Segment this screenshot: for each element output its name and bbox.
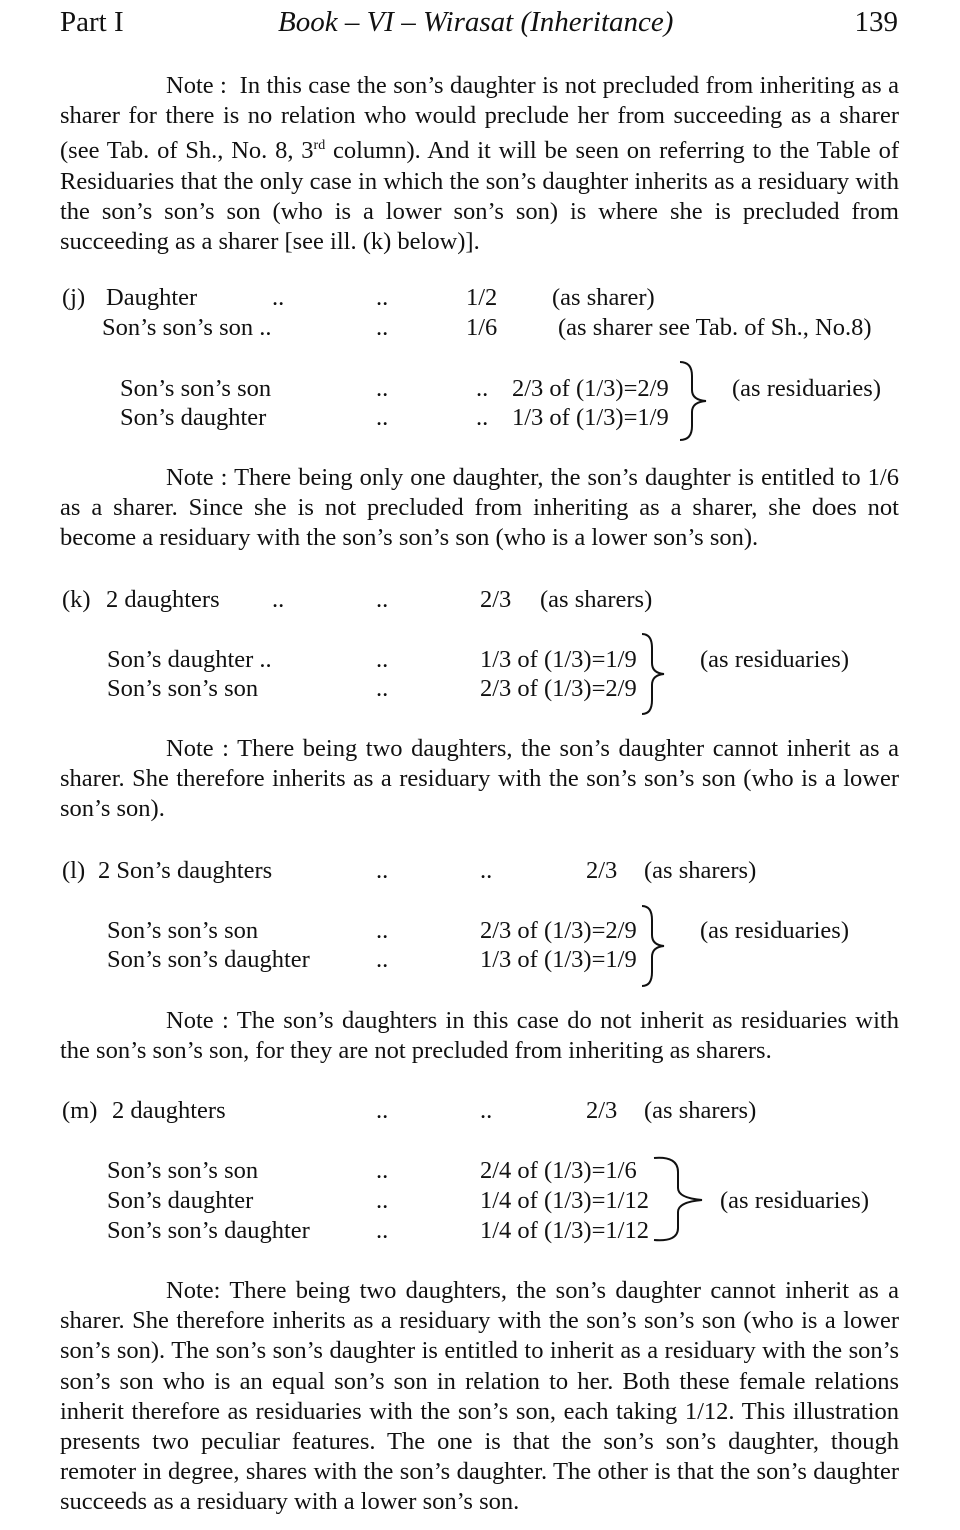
leader-dots: ..: [376, 404, 389, 431]
leader-dots: ..: [272, 586, 285, 613]
leader-dots: ..: [376, 314, 389, 341]
share-note: (as sharers): [644, 1097, 757, 1124]
heir-name: Son’s daughter: [107, 1187, 254, 1214]
note-paragraph: [60, 463, 899, 554]
right-brace-icon: [650, 1152, 708, 1246]
illustration-label: (k): [62, 586, 91, 613]
note-label: Note :: [166, 464, 235, 491]
note-text: column). And it will be seen on referring to the Table of Residuaries that the only case in which the son’s daughter inherits as a residuary with the son’s son’s son (who is a lower son’s son) is where she is precluded from succeeding as a sharer [see ill. (k) below)].: [60, 137, 899, 256]
share-note: (as sharers): [644, 857, 757, 884]
share-note: (as sharers): [540, 586, 653, 613]
note-text: There being only one daughter, the son’s daughter is entitled to 1/6 as a sharer. Since she is not precluded from inheriting as a sharer, she does not become a residuary with the son’s son’s son (who is a lower son’s son).: [60, 464, 899, 552]
illustration-label: (m): [62, 1097, 98, 1124]
running-header-part: Part I: [60, 6, 124, 38]
heir-name: Son’s son’s son: [107, 675, 259, 702]
leader-dots: ..: [376, 946, 389, 973]
note-paragraph: [60, 1276, 899, 1518]
leader-dots: ..: [376, 857, 389, 884]
leader-dots: ..: [376, 1157, 389, 1184]
heir-share: 2/4 of (1/3)=1/6: [480, 1157, 637, 1184]
heir-name: Son’s son’s son: [107, 917, 259, 944]
note-label: Note :: [166, 72, 240, 99]
heir-share: 1/4 of (1/3)=1/12: [480, 1217, 649, 1244]
leader-dots: ..: [376, 1097, 389, 1124]
leader-dots: ..: [480, 857, 493, 884]
running-header-title: Book – VI – Wirasat (Inheritance): [278, 6, 674, 38]
heir-share: 2/3 of (1/3)=2/9: [480, 675, 637, 702]
leader-dots: ..: [476, 375, 489, 402]
heir-name: Son’s son’s daughter: [107, 946, 310, 973]
leader-dots: ..: [376, 675, 389, 702]
note-paragraph: [60, 1006, 899, 1066]
right-brace-icon: [676, 358, 720, 444]
note-text: In this case the son’s daughter is not precluded from inheriting as a sharer for there is no relation who would preclude her from succeeding as a sharer (see Tab. of Sh., No. 8, 3: [60, 72, 899, 165]
heir-name: 2 Son’s daughters: [98, 857, 273, 884]
heir-share: 1/3 of (1/3)=1/9: [480, 646, 637, 673]
leader-dots: ..: [480, 1097, 493, 1124]
heir-share: 1/3 of (1/3)=1/9: [512, 404, 669, 431]
heir-name: 2 daughters: [112, 1097, 226, 1124]
heir-name: Son’s daughter ..: [107, 646, 272, 673]
illustration-label: (j): [62, 284, 86, 311]
note-superscript: rd: [313, 138, 326, 154]
leader-dots: ..: [476, 404, 489, 431]
heir-share: 2/3: [586, 857, 618, 884]
heir-name: 2 daughters: [106, 586, 220, 613]
note-text: There being two daughters, the son’s daughter cannot inherit as a sharer. She therefore inherits as a residuary with the son’s son’s son (who is a lower son’s son). The son’s son’s daughter is entitled to inherit as a residuary with the son’s son’s son who is an equal son’s son in relation to her. Both these female relations inherit therefore as residuaries with the son’s son, each taking 1/12. This illustration presents two peculiar features. The one is that the son’s son’s daughter, though remoter in degree, shares with the son’s daughter. The other is that the son’s daughter succeeds as a residuary with a lower son’s son.: [60, 1277, 899, 1516]
group-note: (as residuaries): [732, 375, 881, 402]
leader-dots: ..: [376, 284, 389, 311]
leader-dots: ..: [272, 284, 285, 311]
leader-dots: ..: [376, 646, 389, 673]
note-text: The son’s daughters in this case do not inherit as residuaries with the son’s son’s son, for they are not precluded from inheriting as sharers.: [60, 1007, 899, 1065]
leader-dots: ..: [376, 586, 389, 613]
note-paragraph: [60, 71, 899, 257]
heir-share: 1/3 of (1/3)=1/9: [480, 946, 637, 973]
note-text: There being two daughters, the son’s daughter cannot inherit as a sharer. She therefore inherits as a residuary with the son’s son’s son (who is a lower son’s son).: [60, 735, 899, 823]
illustration-label: (l): [62, 857, 86, 884]
heir-share: 2/3 of (1/3)=2/9: [512, 375, 669, 402]
heir-share: 2/3: [480, 586, 512, 613]
share-note: (as sharer see Tab. of Sh., No.8): [558, 314, 872, 341]
leader-dots: ..: [376, 917, 389, 944]
page-number: 139: [854, 6, 898, 38]
heir-name: Son’s son’s son ..: [102, 314, 272, 341]
heir-name: Son’s son’s son: [107, 1157, 259, 1184]
group-note: (as residuaries): [700, 917, 849, 944]
heir-share: 2/3 of (1/3)=2/9: [480, 917, 637, 944]
leader-dots: ..: [376, 375, 389, 402]
heir-name: Daughter: [106, 284, 198, 311]
leader-dots: ..: [376, 1217, 389, 1244]
heir-name: Son’s son’s daughter: [107, 1217, 310, 1244]
group-note: (as residuaries): [720, 1187, 869, 1214]
heir-share: 1/4 of (1/3)=1/12: [480, 1187, 649, 1214]
heir-share: 1/2: [466, 284, 498, 311]
leader-dots: ..: [376, 1187, 389, 1214]
group-note: (as residuaries): [700, 646, 849, 673]
note-label: Note :: [166, 735, 238, 762]
note-paragraph: [60, 734, 899, 825]
heir-share: 1/6: [466, 314, 498, 341]
right-brace-icon: [638, 902, 676, 990]
share-note: (as sharer): [552, 284, 655, 311]
right-brace-icon: [638, 630, 676, 718]
note-label: Note:: [166, 1277, 230, 1304]
heir-name: Son’s son’s son: [120, 375, 272, 402]
note-label: Note :: [166, 1007, 237, 1034]
heir-share: 2/3: [586, 1097, 618, 1124]
heir-name: Son’s daughter: [120, 404, 267, 431]
